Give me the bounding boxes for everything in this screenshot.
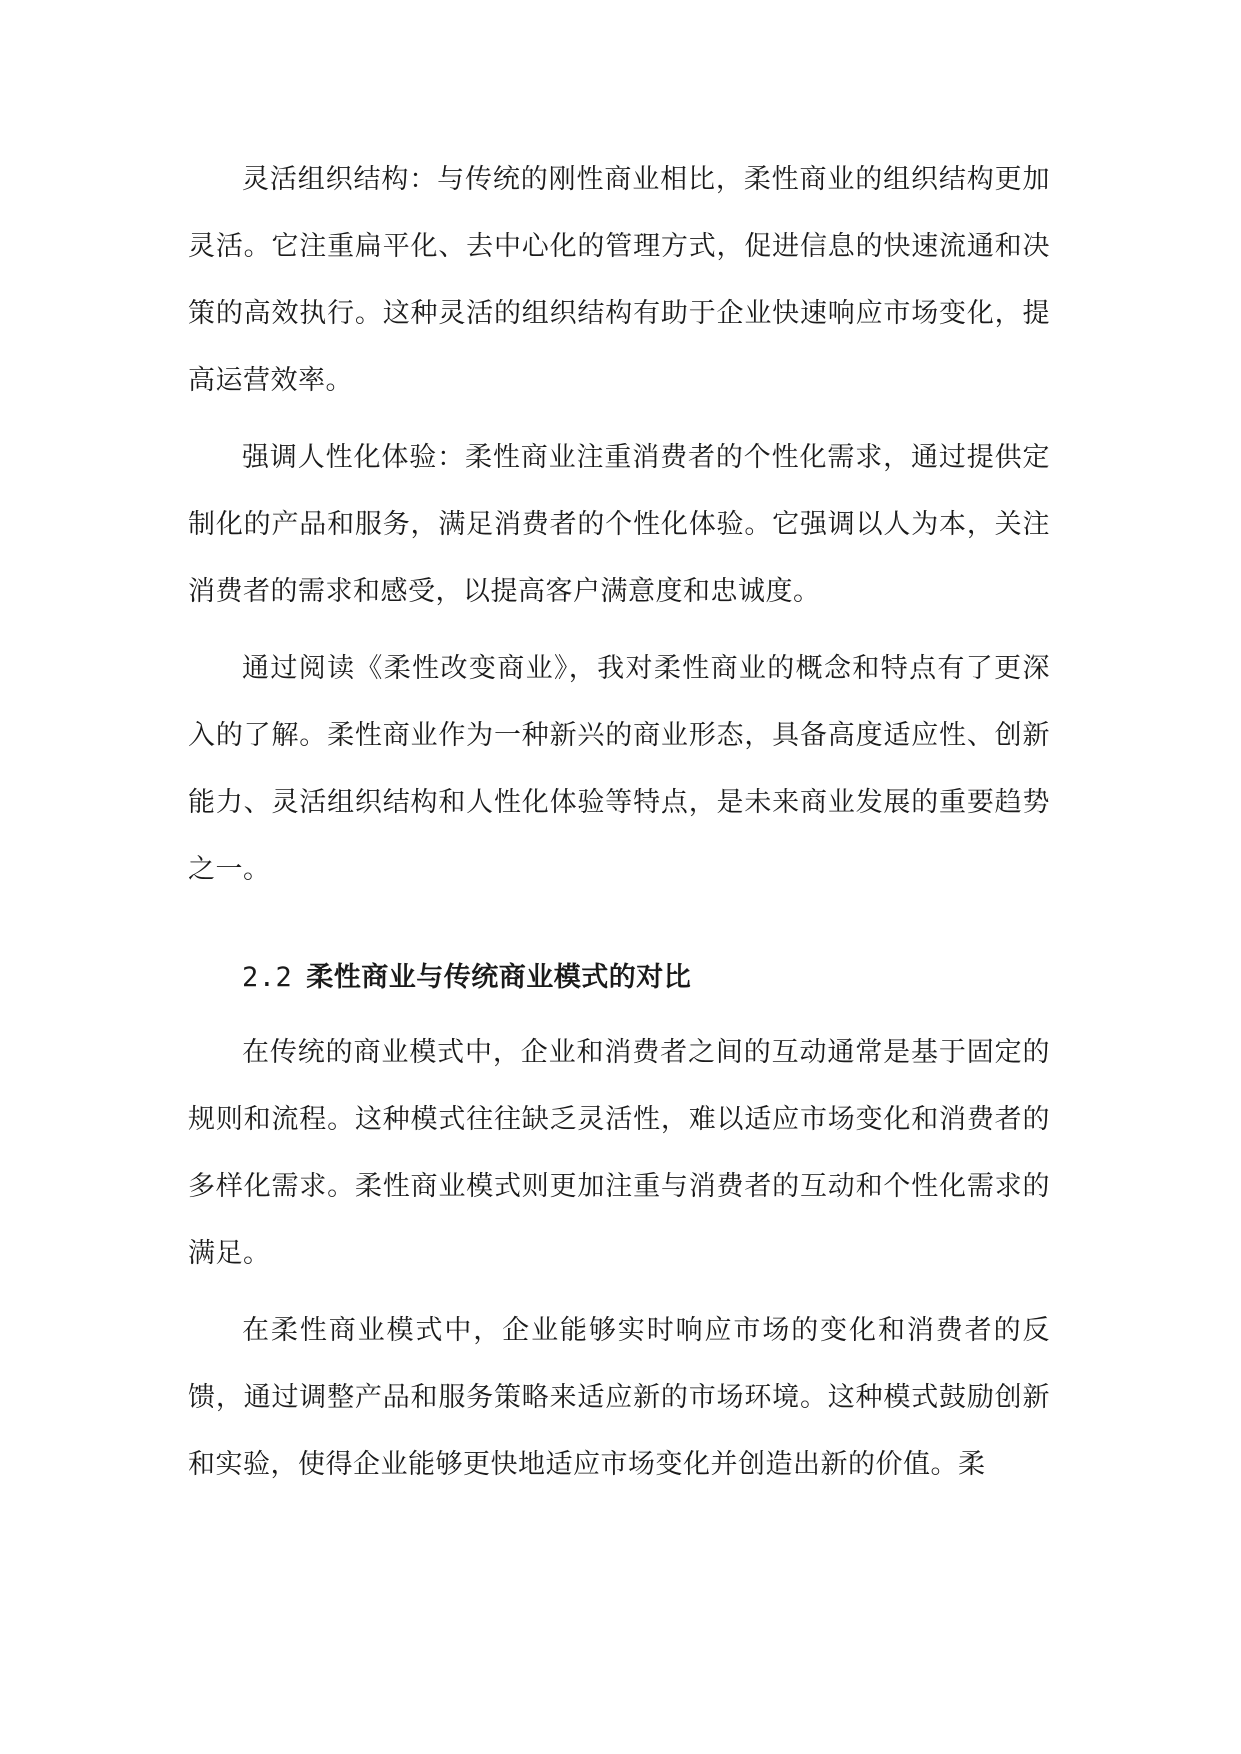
paragraph-humanized-experience: 强调人性化体验：柔性商业注重消费者的个性化需求，通过提供定制化的产品和服务，满足消费者的个性化体验。它强调以人为本，关注消费者的需求和感受，以提高客户满意度和忠诚度。 [188, 442, 1050, 607]
paragraph-reading-summary: 通过阅读《柔性改变商业》，我对柔性商业的概念和特点有了更深入的了解。柔性商业作为一种新兴的商业形态，具备高度适应性、创新能力、灵活组织结构和人性化体验等特点，是未来商业发展的重要趋势之一。 [188, 653, 1050, 885]
section-title: 柔性商业与传统商业模式的对比 [306, 962, 692, 993]
paragraph-flexible-organization: 灵活组织结构：与传统的刚性商业相比，柔性商业的组织结构更加灵活。它注重扁平化、去中心化的管理方式，促进信息的快速流通和决策的高效执行。这种灵活的组织结构有助于企业快速响应市场变化，提高运营效率。 [188, 164, 1050, 396]
text-column [188, 146, 1050, 1508]
section-heading [188, 944, 1050, 1011]
paragraph-flexible-model: 在柔性商业模式中，企业能够实时响应市场的变化和消费者的反馈，通过调整产品和服务策略来适应新的市场环境。这种模式鼓励创新和实验，使得企业能够更快地适应市场变化并创造出新的价值。柔 [188, 1315, 1050, 1480]
section-number: 2.2 [242, 962, 293, 993]
paragraph-traditional-model: 在传统的商业模式中，企业和消费者之间的互动通常是基于固定的规则和流程。这种模式往往缺乏灵活性，难以适应市场变化和消费者的多样化需求。柔性商业模式则更加注重与消费者的互动和个性化需求的满足。 [188, 1037, 1050, 1269]
